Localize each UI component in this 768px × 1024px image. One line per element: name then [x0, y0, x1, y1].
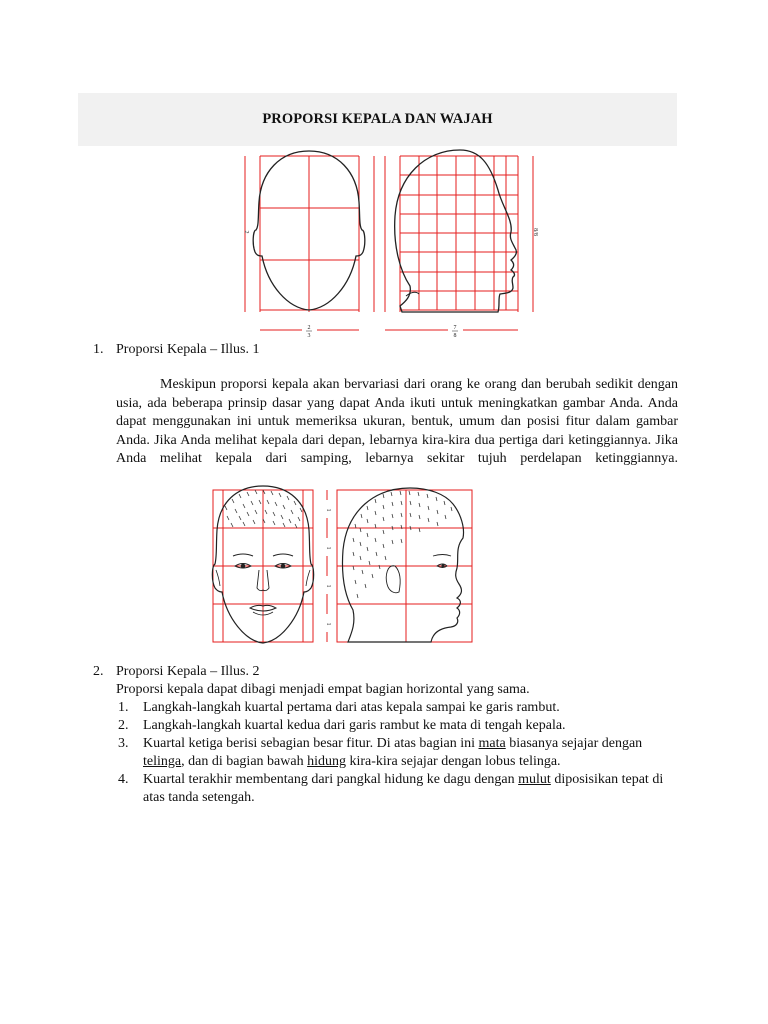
list-item: 1. Langkah-langkah kuartal pertama dari atas kepala sampai ke garis rambut.: [118, 700, 560, 715]
side-width-denominator: 8: [453, 333, 457, 339]
section-1-paragraph-end: ketinggiannya.: [595, 451, 679, 466]
front-height-label: 2: [243, 230, 249, 234]
front-width-numerator: 2: [307, 325, 311, 331]
quarter-labels: [325, 490, 331, 642]
front-face-figure: [212, 486, 313, 643]
front-width-denominator: 3: [307, 333, 311, 339]
illustration-2: [205, 484, 477, 646]
bottom-measures: [260, 325, 518, 339]
quarter-label-1: 1: [325, 508, 331, 512]
section-2-number: 2.: [93, 664, 104, 679]
side-height-label: 8/8: [532, 228, 538, 236]
title-band: [78, 93, 677, 146]
term-mulut: mulut: [518, 772, 551, 787]
side-width-numerator: 7: [453, 325, 457, 331]
section-2-list: [116, 699, 676, 807]
side-head-figure: [385, 150, 538, 312]
section-1-paragraph: [116, 376, 678, 469]
section-1-number: 1.: [93, 342, 104, 357]
quarter-label-4: 1: [325, 622, 331, 626]
section-1-heading: [93, 341, 259, 359]
front-head-figure: [243, 151, 374, 312]
profile-face-figure: [337, 488, 472, 642]
section-1-paragraph-text: Meskipun proporsi kepala akan bervariasi dari orang ke orang dan berubah sedikit dengan usia, ada beberapa prinsip dasar yang dapat Anda ikuti untuk meningkatkan gambar Anda. Anda dapat menggunakan ini untuk memeriksa ukuran, bentuk, umum dan posisi fitur dalam gambar Anda. Jika Anda melihat kepala dari depan, lebarnya kira-kira dua pertiga dari ketinggiannya. Jika Anda melihat kepala dari samping, lebarnya sekitar tujuh perdelapan: [116, 377, 678, 466]
section-1-title: Proporsi Kepala – Illus. 1: [116, 342, 260, 357]
term-mata: mata: [478, 736, 506, 751]
section-2-title: Proporsi Kepala – Illus. 2: [116, 664, 260, 679]
list-item: 3. Kuartal ketiga berisi sebagian besar fitur. Di atas bagian ini mata biasanya sejajar dengan telinga, dan di bagian bawah hidung kira-kira sejajar dengan lobus telinga.: [118, 736, 643, 769]
list-item: 4. Kuartal terakhir membentang dari pangkal hidung ke dagu dengan mulut diposisikan tepat di atas tanda setengah.: [118, 772, 664, 805]
quarter-label-2: 1: [325, 546, 331, 550]
section-2-heading: [93, 663, 259, 681]
term-hidung: hidung: [307, 754, 346, 769]
illustration-1: [230, 146, 538, 342]
quarter-label-3: 1: [325, 584, 331, 588]
document-title: PROPORSI KEPALA DAN WAJAH: [262, 111, 493, 127]
list-item: 2. Langkah-langkah kuartal kedua dari garis rambut ke mata di tengah kepala.: [118, 718, 566, 733]
section-2-intro: Proporsi kepala dapat dibagi menjadi empat bagian horizontal yang sama.: [116, 682, 530, 697]
term-telinga: telinga: [143, 754, 182, 769]
